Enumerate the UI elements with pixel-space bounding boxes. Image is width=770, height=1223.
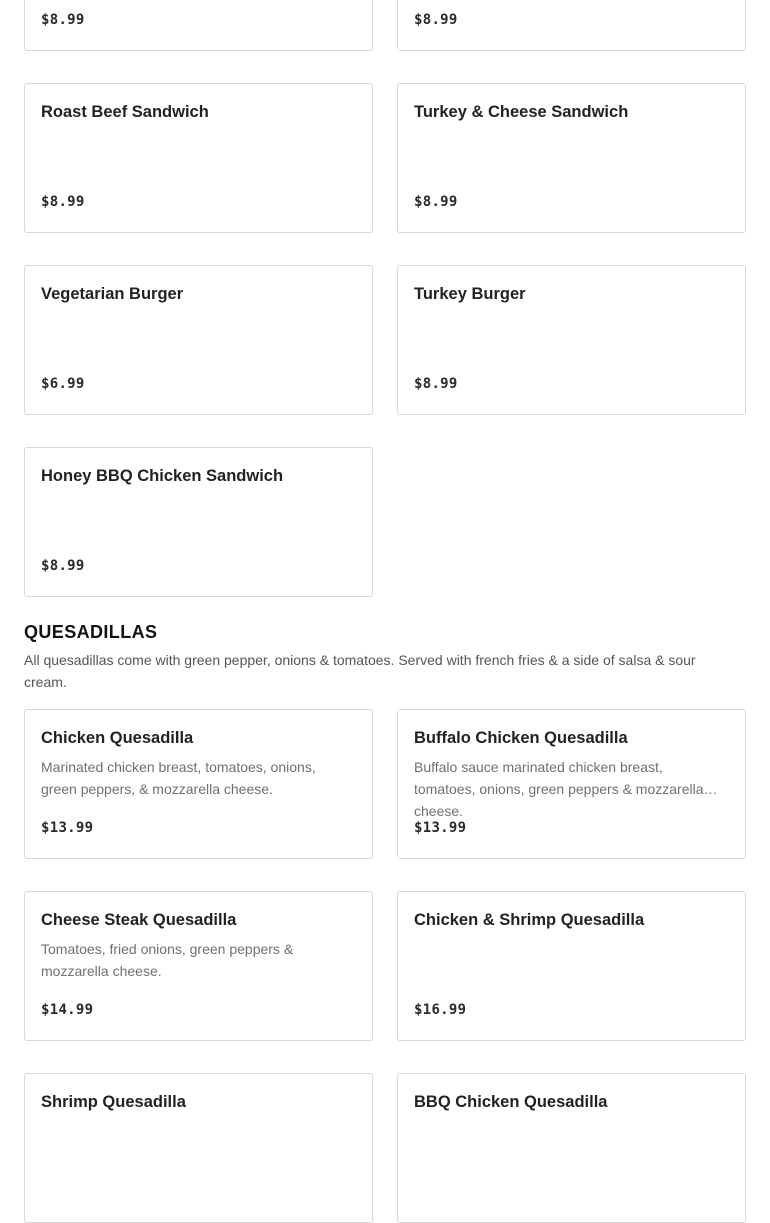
menu-item-card[interactable] — [397, 0, 746, 51]
menu-item-price: $13.99 — [414, 820, 467, 836]
menu-item-price: $13.99 — [41, 820, 94, 836]
menu-item-name: Vegetarian Burger — [41, 285, 184, 303]
menu-item-card[interactable] — [24, 265, 373, 415]
menu-item-name: Turkey Burger — [414, 285, 526, 303]
menu-item-price: $8.99 — [414, 12, 458, 28]
menu-item-name: Buffalo Chicken Quesadilla — [414, 729, 628, 747]
menu-item-description: Buffalo sauce marinated chicken breast, tomatoes, onions, green peppers & mozzarella cheese. — [414, 759, 704, 819]
menu-item-name: BBQ Chicken Quesadilla — [414, 1093, 608, 1111]
menu-item-description: Tomatoes, fried onions, green peppers & mozzarella cheese. — [41, 941, 294, 979]
menu-item-card[interactable] — [24, 83, 373, 233]
menu-item-card[interactable] — [24, 891, 373, 1041]
menu-item-name: Turkey & Cheese Sandwich — [414, 103, 629, 121]
menu-item-price: $6.99 — [41, 376, 85, 392]
menu-item-card[interactable] — [397, 83, 746, 233]
menu-item-name: Chicken Quesadilla — [41, 729, 194, 747]
menu-item-card[interactable] — [397, 709, 746, 859]
menu-item-name: Roast Beef Sandwich — [41, 103, 209, 121]
menu-item-price: $8.99 — [41, 558, 85, 574]
menu-item-name: Chicken & Shrimp Quesadilla — [414, 911, 645, 929]
menu-item-price: $8.99 — [41, 12, 85, 28]
menu-item-name: Honey BBQ Chicken Sandwich — [41, 467, 284, 485]
menu-item-card[interactable] — [24, 709, 373, 859]
menu-item-price: $8.99 — [414, 376, 458, 392]
menu-item-price: $14.99 — [41, 1002, 94, 1018]
menu-item-name: Cheese Steak Quesadilla — [41, 911, 237, 929]
menu-item-name: Shrimp Quesadilla — [41, 1093, 186, 1111]
section-description: All quesadillas come with green pepper, onions & tomatoes. Served with french fries & a side of salsa & sour cream. — [24, 652, 696, 690]
menu-item-card[interactable] — [24, 0, 373, 51]
menu-item-card[interactable] — [397, 265, 746, 415]
menu-item-price: $8.99 — [41, 194, 85, 210]
menu-item-card[interactable] — [24, 1073, 373, 1223]
menu-item-card[interactable] — [397, 891, 746, 1041]
menu-item-card[interactable] — [24, 447, 373, 597]
section-title: QUESADILLAS — [24, 622, 158, 642]
menu-item-price: $16.99 — [414, 1002, 467, 1018]
menu-item-price: $8.99 — [414, 194, 458, 210]
menu-item-description: Marinated chicken breast, tomatoes, onions, green peppers, & mozzarella cheese. — [41, 759, 316, 797]
menu-item-card[interactable] — [397, 1073, 746, 1223]
